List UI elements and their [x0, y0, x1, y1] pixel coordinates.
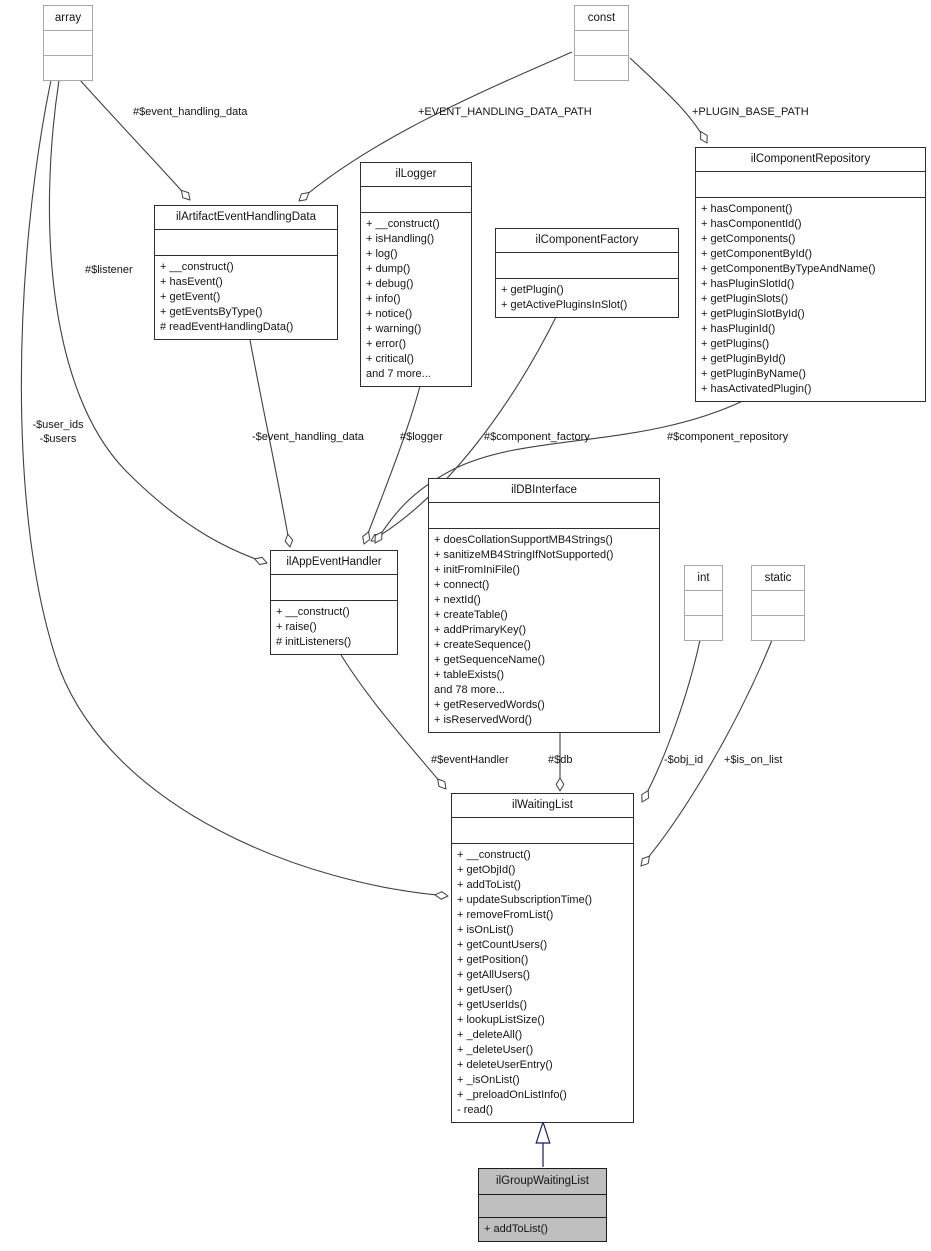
method-item: + raise() — [276, 621, 317, 633]
edge-label-event-handling-data-path: +EVENT_HANDLING_DATA_PATH — [418, 106, 592, 118]
method-item: + hasPluginId() — [701, 323, 776, 335]
method-item: + getObjId() — [457, 864, 516, 876]
method-item: + getActivePluginsInSlot() — [501, 299, 628, 311]
edge-label-event-handler: #$eventHandler — [431, 754, 509, 766]
class-box-ilcomponentrepository[interactable] — [695, 147, 926, 402]
class-box-illogger[interactable] — [360, 162, 472, 387]
method-item: + __construct() — [276, 606, 350, 618]
method-item: + addToList() — [484, 1223, 548, 1235]
edge-label-component-repository: #$component_repository — [667, 431, 789, 443]
edge-label-is-on-list: +$is_on_list — [724, 754, 783, 766]
method-item: + _deleteAll() — [457, 1029, 523, 1041]
empty-compartment — [575, 30, 628, 55]
empty-compartment — [44, 55, 92, 80]
method-item: + __construct() — [160, 261, 234, 273]
class-box-static[interactable] — [751, 565, 805, 641]
method-item: + isReservedWord() — [434, 714, 532, 726]
class-title: static — [764, 572, 792, 584]
method-item: + __construct() — [366, 218, 440, 230]
method-item: + getEvent() — [160, 291, 221, 303]
class-title: ilDBInterface — [429, 479, 659, 503]
method-item: + getComponentByTypeAndName() — [701, 263, 876, 275]
edge-inheritance-groupwaitinglist — [536, 1122, 550, 1167]
method-item: + getPluginSlots() — [701, 293, 789, 305]
class-box-const[interactable] — [574, 5, 629, 81]
empty-compartment — [452, 818, 633, 844]
method-list — [496, 279, 678, 317]
class-title: ilWaitingList — [452, 794, 633, 818]
method-item: + addToList() — [457, 879, 521, 891]
method-item: + nextId() — [434, 594, 481, 606]
empty-compartment — [361, 187, 471, 213]
method-item: + getPlugins() — [701, 338, 770, 350]
class-title: ilLogger — [361, 163, 471, 187]
method-item: + deleteUserEntry() — [457, 1059, 553, 1071]
method-item: + getPosition() — [457, 954, 529, 966]
class-box-ilartifacteventhandlingdata[interactable] — [154, 205, 338, 340]
method-item: + getCountUsers() — [457, 939, 548, 951]
edge-label-plugin-base-path: +PLUGIN_BASE_PATH — [692, 106, 809, 118]
method-item: + getReservedWords() — [434, 699, 545, 711]
edge-label-component-factory: #$component_factory — [484, 431, 590, 443]
empty-compartment — [752, 590, 804, 615]
method-item: + getPluginById() — [701, 353, 786, 365]
method-item: + doesCollationSupportMB4Strings() — [434, 534, 613, 546]
method-item: + dump() — [366, 263, 411, 275]
method-item: + log() — [366, 248, 398, 260]
method-item: + hasEvent() — [160, 276, 223, 288]
method-item: + _deleteUser() — [457, 1044, 534, 1056]
method-item: + getPluginByName() — [701, 368, 806, 380]
method-list — [361, 213, 471, 386]
method-item: + hasActivatedPlugin() — [701, 383, 812, 395]
empty-compartment — [752, 615, 804, 640]
class-box-int[interactable] — [684, 565, 723, 641]
method-item: + tableExists() — [434, 669, 504, 681]
class-box-ilwaitinglist[interactable] — [451, 793, 634, 1123]
method-item: + hasPluginSlotId() — [701, 278, 795, 290]
method-item: + __construct() — [457, 849, 531, 861]
method-item: + _isOnList() — [457, 1074, 520, 1086]
method-item: + hasComponent() — [701, 203, 793, 215]
edge-label-user-ids-users — [20, 418, 96, 446]
method-item: + isOnList() — [457, 924, 514, 936]
method-item: + getPluginSlotById() — [701, 308, 805, 320]
method-item: + warning() — [366, 323, 422, 335]
edge-label-obj-id: -$obj_id — [664, 754, 704, 766]
edge-label-user-ids: -$user_ids — [32, 419, 84, 431]
method-item: and 7 more... — [366, 368, 431, 380]
method-item: + createSequence() — [434, 639, 531, 651]
method-list — [479, 1218, 606, 1241]
method-item: + getComponents() — [701, 233, 796, 245]
method-list — [452, 844, 633, 1122]
empty-compartment — [44, 30, 92, 55]
method-item: # initListeners() — [276, 636, 352, 648]
method-item: + error() — [366, 338, 407, 350]
class-title: ilGroupWaitingList — [479, 1169, 606, 1195]
method-item: + createTable() — [434, 609, 508, 621]
method-list — [271, 601, 397, 654]
class-box-array[interactable] — [43, 5, 93, 81]
method-item: + getComponentById() — [701, 248, 812, 260]
edge-label-db: #$db — [548, 754, 573, 766]
empty-compartment — [575, 55, 628, 80]
edge-logger-appeventhandler — [364, 386, 420, 544]
edge-label-users: -$users — [39, 433, 77, 445]
class-title: int — [697, 572, 710, 584]
class-title: ilComponentRepository — [696, 148, 925, 172]
method-list — [696, 198, 925, 401]
method-item: + _preloadOnListInfo() — [457, 1089, 567, 1101]
method-item: + hasComponentId() — [701, 218, 802, 230]
method-item: + updateSubscriptionTime() — [457, 894, 593, 906]
method-item: + initFromIniFile() — [434, 564, 520, 576]
edge-const-repository — [630, 58, 707, 143]
method-item: + info() — [366, 293, 401, 305]
empty-compartment — [429, 503, 659, 529]
edge-label-event-handling-data-member: #$event_handling_data — [133, 106, 248, 118]
empty-compartment — [685, 615, 722, 640]
method-item: - read() — [457, 1104, 494, 1116]
class-title: const — [587, 12, 616, 24]
method-item: + isHandling() — [366, 233, 435, 245]
empty-compartment — [271, 575, 397, 601]
empty-compartment — [155, 230, 337, 256]
method-item: + sanitizeMB4StringIfNotSupported() — [434, 549, 614, 561]
class-box-ildbinterface[interactable] — [428, 478, 660, 733]
class-title: ilAppEventHandler — [271, 551, 397, 575]
method-item: # readEventHandlingData() — [160, 321, 294, 333]
edge-label-logger: #$logger — [400, 431, 443, 443]
class-box-ilgroupwaitinglist[interactable] — [478, 1168, 607, 1242]
method-item: + critical() — [366, 353, 414, 365]
empty-compartment — [696, 172, 925, 198]
edge-array-artifact — [80, 80, 190, 200]
method-item: + notice() — [366, 308, 413, 320]
empty-compartment — [496, 253, 678, 279]
method-item: + getEventsByType() — [160, 306, 263, 318]
edge-label-listener: #$listener — [85, 264, 133, 276]
method-list — [155, 256, 337, 339]
method-item: + getSequenceName() — [434, 654, 545, 666]
empty-compartment — [685, 590, 722, 615]
empty-compartment — [479, 1195, 606, 1218]
edge-label-event-handling-data: -$event_handling_data — [252, 431, 364, 443]
method-item: + lookupListSize() — [457, 1014, 545, 1026]
class-title: array — [54, 12, 82, 24]
method-item: + removeFromList() — [457, 909, 554, 921]
method-item: + debug() — [366, 278, 414, 290]
class-title: ilArtifactEventHandlingData — [155, 206, 337, 230]
method-list — [429, 529, 659, 732]
method-item: + connect() — [434, 579, 490, 591]
method-item: + getUserIds() — [457, 999, 527, 1011]
method-item: + getUser() — [457, 984, 513, 996]
class-title: ilComponentFactory — [496, 229, 678, 253]
method-item: + addPrimaryKey() — [434, 624, 527, 636]
class-box-ilcomponentfactory[interactable] — [495, 228, 679, 318]
method-item: and 78 more... — [434, 684, 505, 696]
method-item: + getAllUsers() — [457, 969, 531, 981]
method-item: + getPlugin() — [501, 284, 564, 296]
class-box-ilappeventhandler[interactable] — [270, 550, 398, 655]
